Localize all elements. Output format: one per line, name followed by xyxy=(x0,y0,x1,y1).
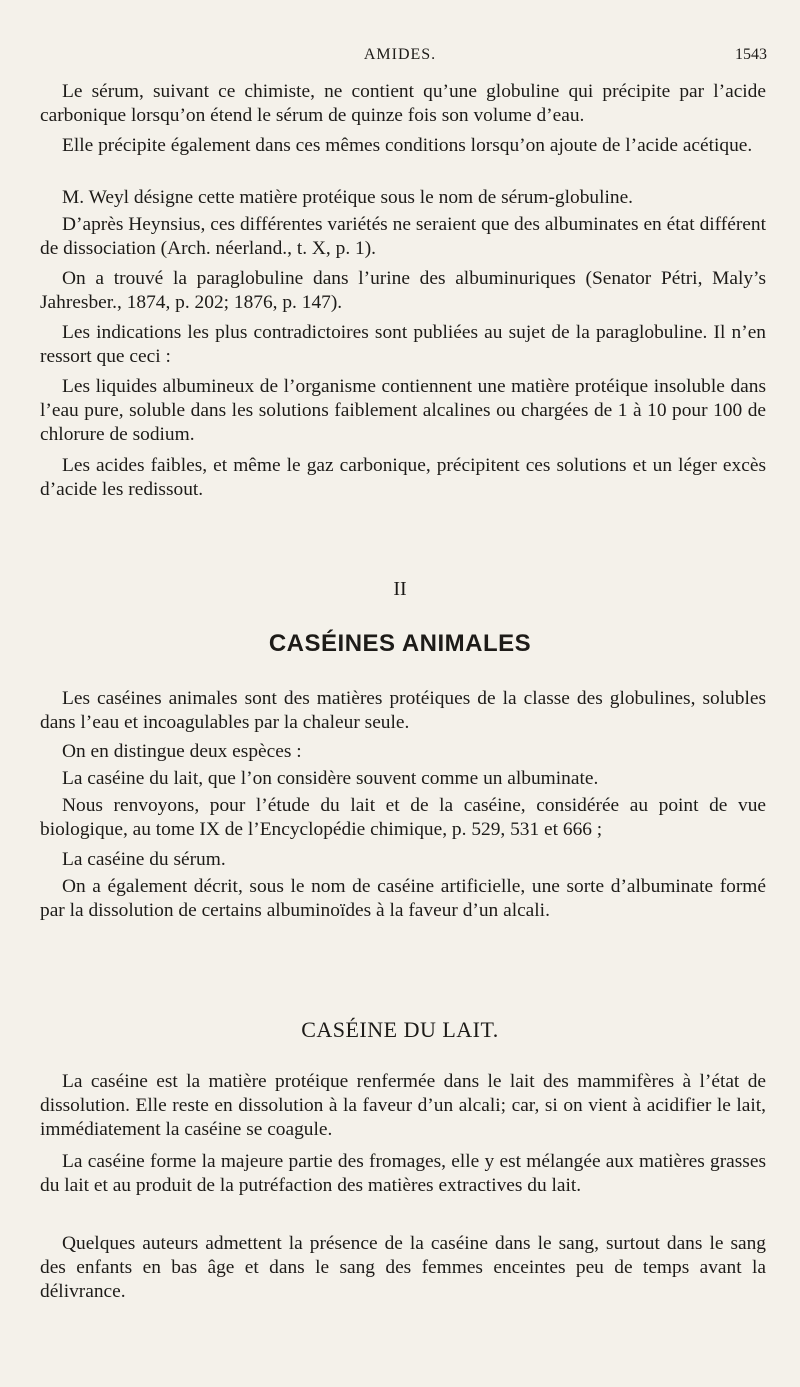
section-number: II xyxy=(393,578,407,600)
paragraph: Les liquides albumineux de l’organisme contiennent une matière protéique insoluble dans l’eau pure, soluble dans les solutions faiblement alcalines ou chargées de 1 à 10 pour 100 de chlorure de sodium. xyxy=(40,376,766,446)
paragraph: Elle précipite également dans ces mêmes conditions lorsqu’on ajoute de l’acide acétique. xyxy=(62,135,753,156)
paragraph: La caséine forme la majeure partie des fromages, elle y est mélangée aux matières grasses du lait et au produit de la putréfaction des matières extractives du lait. xyxy=(40,1151,766,1197)
paragraph: Le sérum, suivant ce chimiste, ne contient qu’une globuline qui précipite par l’acide carbonique lorsqu’on étend le sérum de quinze fois son volume d’eau. xyxy=(40,81,766,127)
paragraph: Les acides faibles, et même le gaz carbonique, précipitent ces solutions et un léger excès d’acide les redissout. xyxy=(40,455,766,501)
running-title: AMIDES. xyxy=(363,46,437,63)
paragraph: On a trouvé la paraglobuline dans l’urine des albuminuriques (Senator Pétri, Maly’s Jahresber., 1874, p. 202; 1876, p. 147). xyxy=(40,268,766,314)
paragraph: D’après Heynsius, ces différentes variétés ne seraient que des albuminates en état différent de dissociation (Arch. néerland., t. X, p. 1). xyxy=(40,214,766,260)
subsection-title: CASÉINE DU LAIT. xyxy=(301,1017,499,1042)
page-number: 1543 xyxy=(735,46,767,63)
paragraph: On a également décrit, sous le nom de caséine artificielle, une sorte d’albuminate formé par la dissolution de certains albuminoïdes à la faveur d’un alcali. xyxy=(40,876,766,922)
paragraph: Les caséines animales sont des matières protéiques de la classe des globulines, solubles dans l’eau et incoagulables par la chaleur seule. xyxy=(40,688,766,734)
running-header xyxy=(0,46,800,68)
paragraph: La caséine est la matière protéique renfermée dans le lait des mammifères à l’état de dissolution. Elle reste en dissolution à la faveur d’un alcali; car, si on vient à acidifier le lait, immédiatement la caséine se coagule. xyxy=(40,1071,766,1141)
paragraph: M. Weyl désigne cette matière protéique sous le nom de sérum-globuline. xyxy=(62,187,634,208)
paragraph: On en distingue deux espèces : xyxy=(62,741,302,762)
paragraph: La caséine du lait, que l’on considère souvent comme un albuminate. xyxy=(62,768,599,789)
paragraph: La caséine du sérum. xyxy=(62,849,226,870)
paragraph: Les indications les plus contradictoires sont publiées au sujet de la paraglobuline. Il n’en ressort que ceci : xyxy=(40,322,766,368)
section-title: CASÉINES ANIMALES xyxy=(268,630,532,657)
paragraph: Quelques auteurs admettent la présence de la caséine dans le sang, surtout dans le sang des enfants en bas âge et dans le sang des femmes enceintes peu de temps avant la délivrance. xyxy=(40,1233,766,1303)
paragraph: Nous renvoyons, pour l’étude du lait et de la caséine, considérée au point de vue biologique, au tome IX de l’Encyclopédie chimique, p. 529, 531 et 666 ; xyxy=(40,795,766,841)
